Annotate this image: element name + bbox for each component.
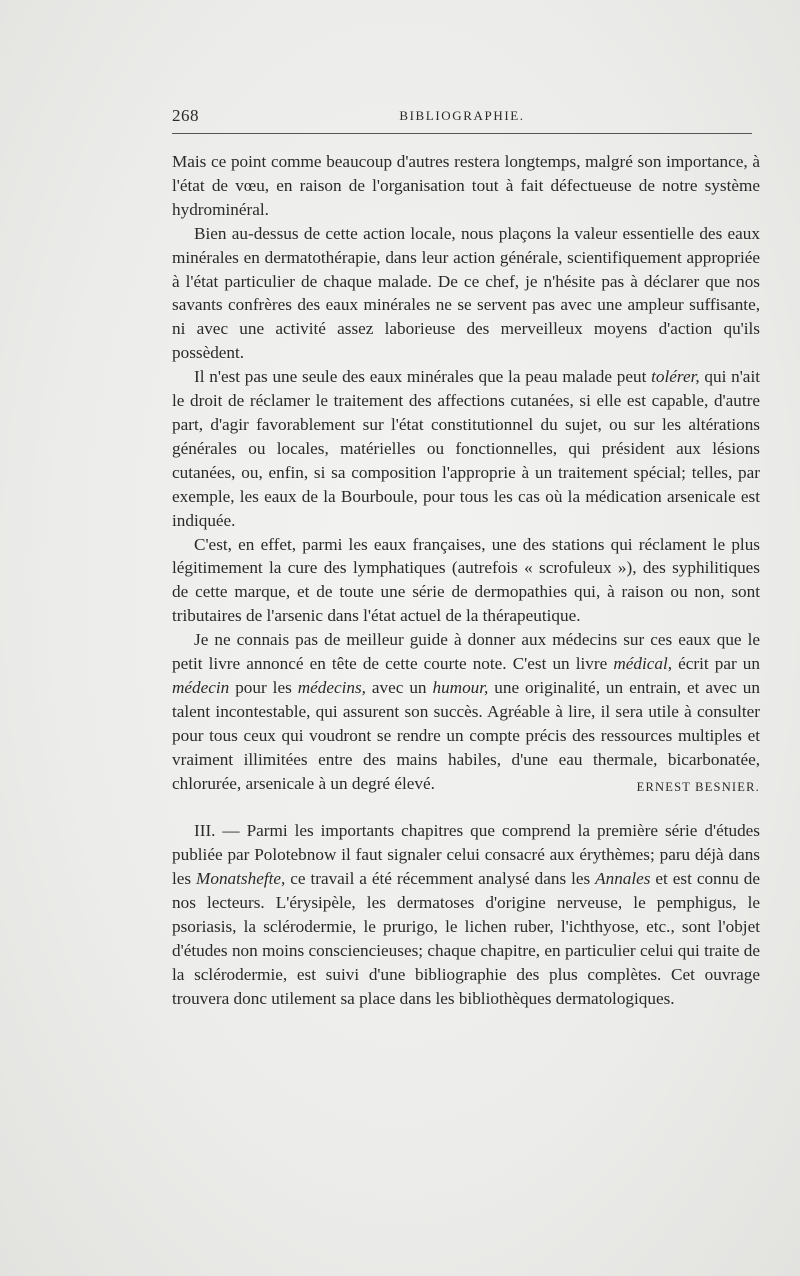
body-text (172, 150, 760, 1011)
paragraph-5-part-d: avec un (365, 677, 433, 697)
running-title: BIBLIOGRAPHIE. (399, 108, 525, 123)
paragraph-2: Bien au-dessus de cette action locale, nous plaçons la valeur essentielle des eaux minérales en dermatothérapie, dans leur action générale, scientifiquement appropriée à l'état particulier de chaque malade. De ce chef, je n'hésite pas à déclarer que nos savants confrères des eaux minérales ne se servent pas avec une ampleur suffisante, ni avec une activité assez laborieuse des merveilleux moyens d'action qu'ils possèdent. (172, 223, 760, 363)
paragraph-5-part-a: Je ne connais pas de meilleur guide à donner aux médecins sur ces eaux que le petit livre annoncé en tête de cette courte note. C'est un livre (172, 630, 760, 674)
paragraph-4: C'est, en effet, parmi les eaux françaises, une des stations qui réclament le plus légitimement la cure des lymphatiques (autrefois « scrofuleux »), des syphilitiques de cette marque, et de toute une série de dermopathies qui, à raison ou non, sont tributaires de l'arsenic dans l'état actuel de la thérapeutique. (172, 534, 760, 626)
header-rule (172, 133, 752, 134)
paragraph-6-part-b: ce travail a été récemment analysé dans les (285, 869, 596, 889)
paragraph-5-part-b: écrit par un (672, 654, 760, 674)
emphasis-medecin: médecin (172, 677, 230, 697)
paragraph-6-part-a: III. — Parmi les importants chapitres que comprend la première série d'études publiée par Polotebnow il faut signaler celui consacré aux érythèmes; paru déjà dans les (172, 821, 760, 889)
emphasis-medical: médical, (613, 654, 673, 674)
paragraph-6 (172, 819, 760, 1010)
paragraph-1: Mais ce point comme beaucoup d'autres restera longtemps, malgré son importance, à l'état de vœu, en raison de l'organisation tout à fait défectueuse de notre système hydrominéral. (172, 152, 760, 219)
paragraph-5-part-e: une originalité, un entrain, et avec un talent incontestable, qui assurent son succès. Agréable à lire, il sera utile à consulter pour tous ceux qui voudront se rendre un compte précis des ressources multiples et vraiment illimitées entre des mains habiles, d'une eau thermale, bicarbonatée, chlorurée, arsenicale à un degré élevé. (172, 677, 760, 793)
page-number: 268 (172, 106, 199, 125)
emphasis-humour: humour, (432, 677, 489, 697)
paragraph-5-part-c: pour les (229, 677, 298, 697)
emphasis-annales: Annales (595, 869, 651, 889)
paragraph-3 (172, 365, 760, 532)
emphasis-monatshefte: Monatshefte, (196, 869, 286, 889)
emphasis-tolerer: tolérer, (651, 367, 700, 387)
author-signature: ERNEST BESNIER. (636, 779, 760, 794)
paragraph-3-part-a: Il n'est pas une seule des eaux minérales que la peau malade peut (194, 367, 652, 387)
emphasis-medecins: médecins, (297, 677, 366, 697)
paragraph-5 (172, 628, 760, 795)
page-header (172, 106, 752, 130)
paragraph-6-part-c: et est connu de nos lecteurs. L'érysipèle, les dermatoses d'origine nerveuse, le pemphigus, le psoriasis, la sclérodermie, le prurigo, le lichen ruber, l'ichthyose, etc., sont l'objet d'études non moins consciencieuses; chaque chapitre, en particulier celui qui traite de la sclérodermie, est suivi d'une bibliographie des plus complètes. Cet ouvrage trouvera donc utilement sa place dans les bibliothèques dermatologiques. (172, 869, 760, 1008)
paragraph-3-part-b: qui n'ait le droit de réclamer le traitement des affections cutanées, si elle est capable, d'autre part, d'agir favorablement sur l'état constitutionnel du sujet, ou sur les altérations générales ou locales, matérielles ou fonctionnelles, qui président aux lésions cutanées, ou, enfin, si sa composition l'approprie à un traitement spécial; telles, par exemple, les eaux de la Bourboule, pour tous les cas où la médication arsenicale est indiquée. (172, 367, 760, 530)
